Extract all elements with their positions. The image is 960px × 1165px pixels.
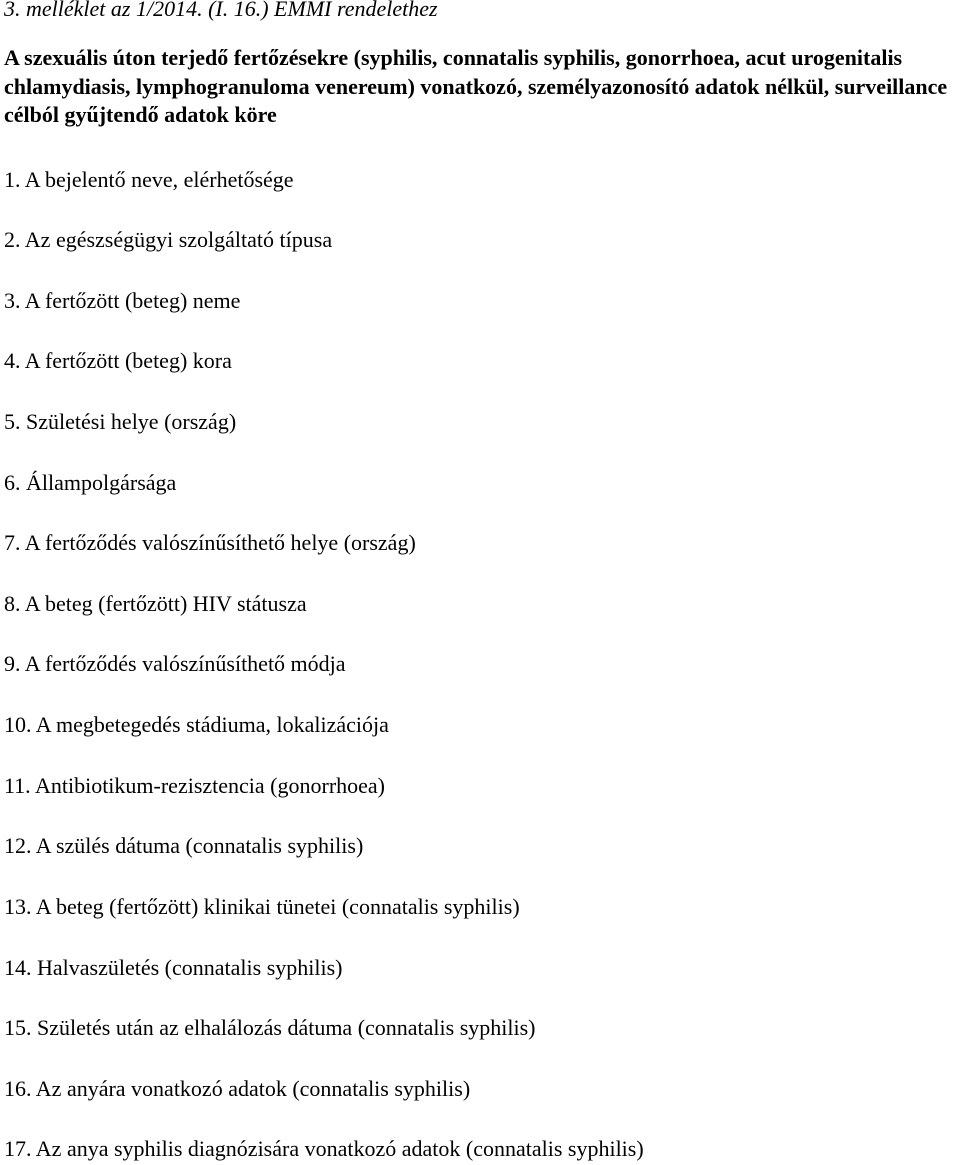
annex-title: 3. melléklet az 1/2014. (I. 16.) EMMI rendelethez <box>4 0 438 21</box>
list-item: 10. A megbetegedés stádiuma, lokalizációja <box>4 712 389 737</box>
list-item: 1. A bejelentő neve, elérhetősége <box>4 167 294 192</box>
list-item: 7. A fertőződés valószínűsíthető helye (ország) <box>4 530 416 555</box>
list-item: 12. A szülés dátuma (connatalis syphilis) <box>4 833 364 858</box>
list-item: 17. Az anya syphilis diagnózisára vonatkozó adatok (connatalis syphilis) <box>4 1136 644 1161</box>
list-item: 4. A fertőzött (beteg) kora <box>4 348 232 373</box>
list-item: 13. A beteg (fertőzött) klinikai tünetei (connatalis syphilis) <box>4 894 520 919</box>
list-item: 9. A fertőződés valószínűsíthető módja <box>4 651 346 676</box>
list-item: 16. Az anyára vonatkozó adatok (connatalis syphilis) <box>4 1076 471 1101</box>
list-item: 14. Halvaszületés (connatalis syphilis) <box>4 955 343 980</box>
list-item: 11. Antibiotikum-rezisztencia (gonorrhoea) <box>4 773 386 798</box>
list-item: 8. A beteg (fertőzött) HIV státusza <box>4 591 307 616</box>
list-item: 5. Születési helye (ország) <box>4 409 237 434</box>
document-heading: A szexuális úton terjedő fertőzésekre (syphilis, connatalis syphilis, gonorrhoea, acut urogenitalis chlamydiasis, lymphogranuloma venereum) vonatkozó, személyazonosító adatok nélkül, surveillance célból gyűjtendő adatok köre <box>4 45 948 127</box>
list-item: 15. Születés után az elhalálozás dátuma (connatalis syphilis) <box>4 1015 536 1040</box>
list-item: 3. A fertőzött (beteg) neme <box>4 288 241 313</box>
list-item: 2. Az egészségügyi szolgáltató típusa <box>4 227 333 252</box>
list-item: 6. Állampolgársága <box>4 470 177 495</box>
